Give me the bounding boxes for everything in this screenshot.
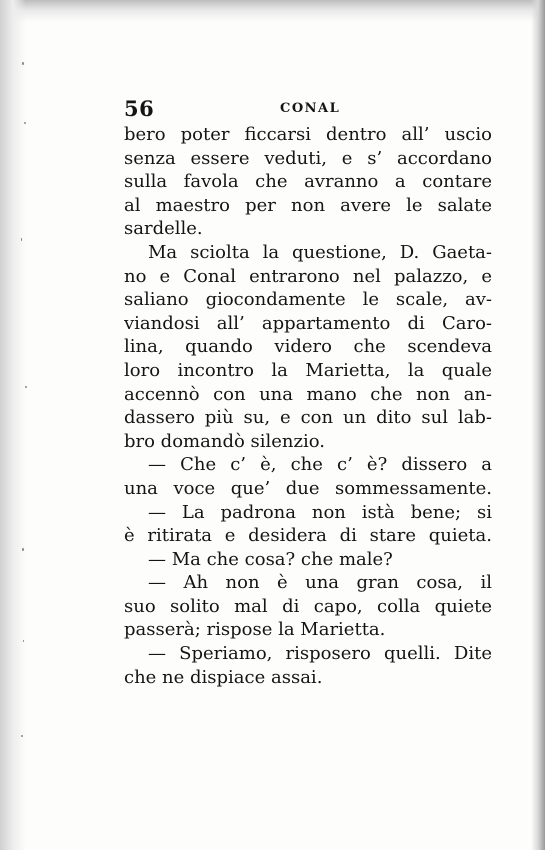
text-line: — La padrona non istà bene; si: [148, 501, 492, 523]
scan-speck: [22, 62, 24, 65]
scan-speck: [21, 735, 23, 737]
scan-edge-left: [0, 0, 26, 850]
text-line: bero poter ficcarsi dentro all’ uscio: [124, 124, 492, 145]
text-line: — Speriamo, risposero quelli. Dite: [148, 643, 492, 665]
text-line: sardelle.: [124, 218, 203, 240]
scan-speck: [22, 548, 24, 551]
text-line: viandosi all’ appartamento di Caro-: [124, 312, 492, 334]
text-line: Ma sciolta la questione, D. Gaeta-: [148, 241, 492, 263]
text-line: passerà; rispose la Marietta.: [124, 619, 386, 641]
page-number: 56: [124, 96, 155, 121]
scan-edge-right: [531, 0, 545, 850]
text-line: saliano giocondamente le scale, av-: [124, 289, 492, 311]
text-line: è ritirata e desidera di stare quieta.: [124, 525, 492, 547]
text-line: accennò con una mano che non an-: [124, 383, 492, 405]
text-line: no e Conal entrarono nel palazzo, e: [124, 265, 492, 287]
text-line: loro incontro la Marietta, la quale: [124, 359, 492, 381]
text-line: dassero più su, e con un dito sul lab-: [124, 407, 492, 429]
scan-edge-top: [0, 0, 545, 22]
scan-speck: [23, 640, 24, 642]
text-line: al maestro per non avere le salate: [124, 194, 492, 216]
scan-speck: [24, 122, 26, 124]
scan-speck: [25, 386, 27, 388]
text-line: — Che c’ è, che c’ è? dissero a: [148, 454, 492, 476]
text-line: sulla favola che avranno a contare: [124, 171, 492, 193]
text-line: lina, quando videro che scendeva: [124, 336, 492, 358]
text-line: — Ah non è una gran cosa, il: [148, 572, 492, 594]
body-text: [124, 123, 492, 689]
text-line: senza essere veduti, e s’ accordano: [124, 147, 492, 169]
page-header: [124, 96, 496, 122]
running-head: CONAL: [280, 101, 341, 116]
text-line: che ne dispiace assai.: [124, 666, 323, 688]
text-line: suo solito mal di capo, colla quiete: [124, 595, 492, 617]
text-line: — Ma che cosa? che male?: [148, 548, 393, 570]
text-line: una voce que’ due sommessamente.: [124, 477, 492, 499]
scan-speck: [21, 238, 22, 241]
text-line: bro domandò silenzio.: [124, 430, 325, 452]
